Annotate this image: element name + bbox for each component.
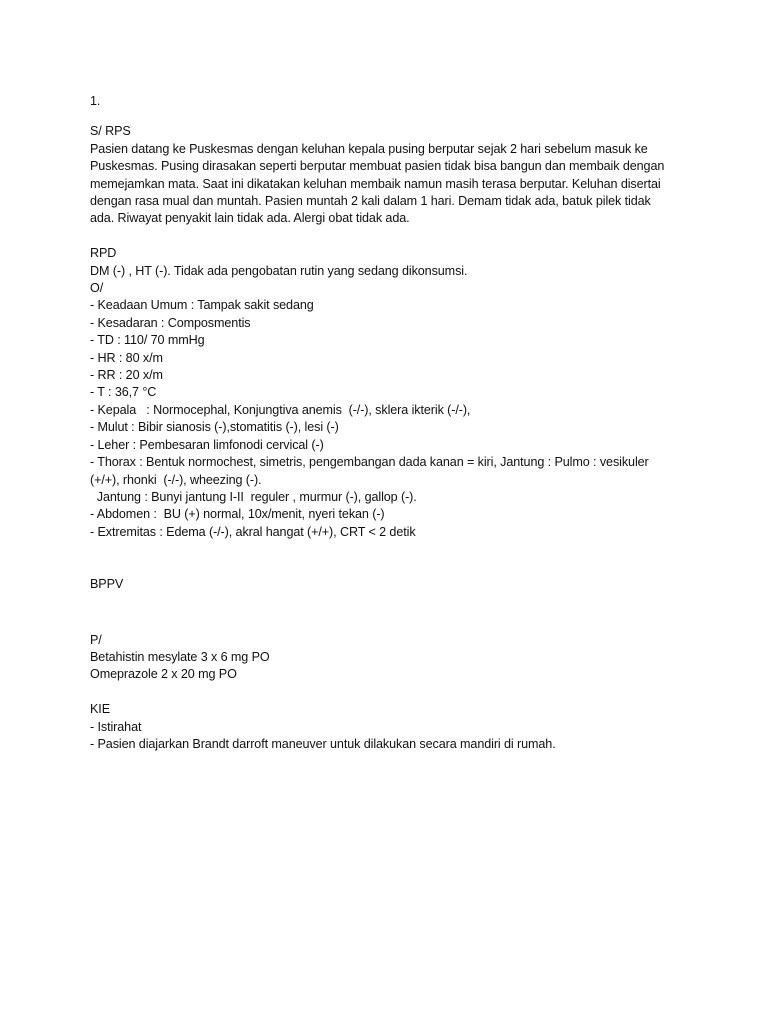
plan-list bbox=[90, 649, 690, 684]
exam-item: (+/+), rhonki (-/-), wheezing (-). bbox=[90, 472, 262, 487]
objective-heading: O/ bbox=[90, 281, 104, 296]
exam-item: - Kesadaran : Composmentis bbox=[90, 315, 251, 330]
rpd-text: DM (-) , HT (-). Tidak ada pengobatan rutin yang sedang dikonsumsi. bbox=[90, 263, 468, 278]
assessment-diagnosis: BPPV bbox=[90, 577, 124, 592]
kie-item: - Pasien diajarkan Brandt darroft maneuver untuk dilakukan secara mandiri di rumah. bbox=[90, 736, 556, 751]
exam-item: - Keadaan Umum : Tampak sakit sedang bbox=[90, 298, 314, 313]
plan-item: Betahistin mesylate 3 x 6 mg PO bbox=[90, 649, 270, 664]
rpd-heading: RPD bbox=[90, 246, 117, 261]
exam-item: - Mulut : Bibir sianosis (-),stomatitis (-), lesi (-) bbox=[90, 420, 339, 435]
item-number: 1. bbox=[90, 94, 101, 108]
exam-item: - Extremitas : Edema (-/-), akral hangat (+/+), CRT < 2 detik bbox=[90, 524, 416, 539]
exam-item: - TD : 110/ 70 mmHg bbox=[90, 333, 205, 348]
document-body bbox=[90, 93, 690, 753]
plan-heading: P/ bbox=[90, 632, 102, 647]
exam-item: - HR : 80 x/m bbox=[90, 350, 163, 365]
exam-item: - Thorax : Bentuk normochest, simetris, pengembangan dada kanan = kiri, Jantung : Pulmo : vesikuler bbox=[90, 455, 649, 470]
rps-line: ada. Riwayat penyakit lain tidak ada. Alergi obat tidak ada. bbox=[90, 211, 410, 226]
rps-line: dengan rasa mual dan muntah. Pasien muntah 2 kali dalam 1 hari. Demam tidak ada, batuk pilek tidak bbox=[90, 194, 651, 209]
exam-item: - Kepala : Normocephal, Konjungtiva anemis (-/-), sklera ikterik (-/-), bbox=[90, 402, 471, 417]
exam-item: - T : 36,7 °C bbox=[90, 385, 157, 400]
exam-list bbox=[90, 297, 690, 541]
rps-paragraph bbox=[90, 141, 690, 228]
plan-item: Omeprazole 2 x 20 mg PO bbox=[90, 667, 237, 682]
kie-item: - Istirahat bbox=[90, 719, 142, 734]
kie-heading: KIE bbox=[90, 702, 110, 717]
rps-line: Pasien datang ke Puskesmas dengan keluhan kepala pusing berputar sejak 2 hari sebelum masuk ke bbox=[90, 141, 648, 156]
exam-item: - RR : 20 x/m bbox=[90, 368, 163, 383]
exam-item: - Abdomen : BU (+) normal, 10x/menit, nyeri tekan (-) bbox=[90, 507, 385, 522]
subjective-heading: S/ RPS bbox=[90, 124, 131, 139]
kie-list bbox=[90, 719, 690, 754]
exam-item: Jantung : Bunyi jantung I-II reguler , murmur (-), gallop (-). bbox=[90, 489, 417, 504]
exam-item: - Leher : Pembesaran limfonodi cervical (-) bbox=[90, 437, 324, 452]
rps-line: Puskesmas. Pusing dirasakan seperti berputar membuat pasien tidak bisa bangun dan membaik dengan bbox=[90, 159, 665, 174]
rps-line: memejamkan mata. Saat ini dikatakan keluhan membaik namun masih terasa berputar. Keluhan disertai bbox=[90, 176, 661, 191]
